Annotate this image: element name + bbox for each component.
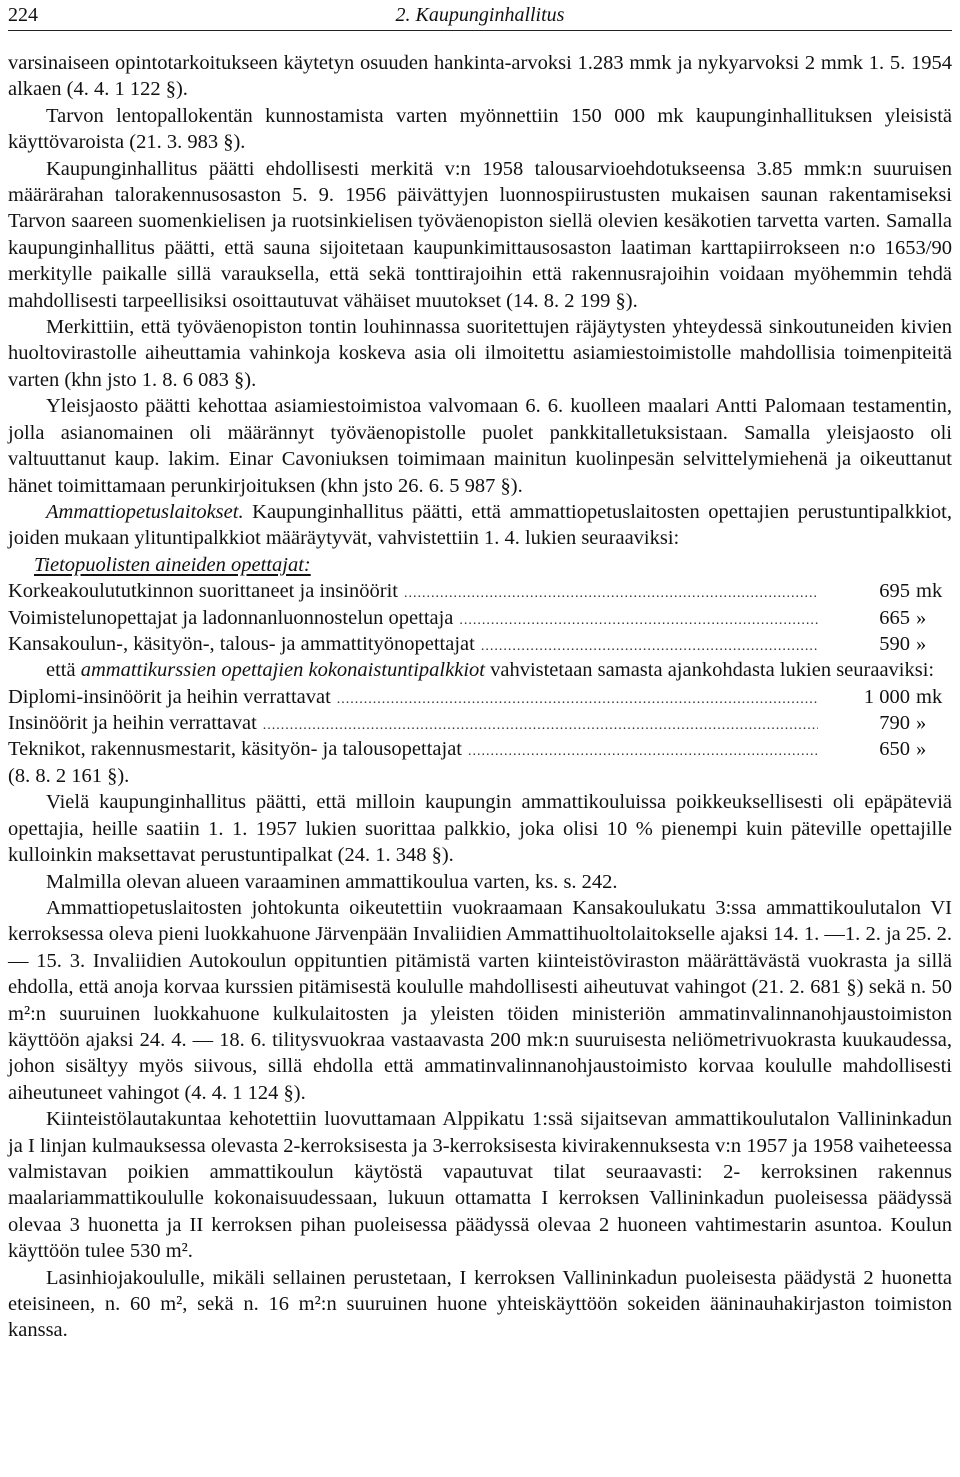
salary-unit: »: [916, 606, 927, 629]
salary-list-1: [8, 578, 952, 657]
paragraph: Kiinteistölautakuntaa kehotettiin luovuttamaan Alppikatu 1:ssä sijaitsevan ammattikoulutalon Vallininkadun ja I linjan kulmauksessa olevasta 2-kerroksisesta ja 3-kerroksisesta kivirakennuksesta v:n 1957 ja 1958 vaiheteessa valmistavan poikien ammattikoulun käytöstä vapautuvat tilat seuraavasti: 2- kerroksinen rakennus maalariammattikoululle kokonaisuudessaan, lukuun ottamatta I kerroksen Vallininkadun puoleisessa päädyssä olevaa 3 huonetta ja II kerroksen pihan puoleisessa päädyssä olevaa 2 huoneen vahtimestarin asuntoa. Koulun käyttöön tulee 530 m².: [8, 1108, 952, 1263]
section-heading: Ammattiopetuslaitokset.: [46, 500, 244, 523]
paragraph: Tarvon lentopallokentän kunnostamista varten myönnettiin 150 000 mk kaupunginhallituksen yleisistä käyttövaroista (21. 3. 983 §).: [8, 104, 952, 154]
page-number: 224: [8, 4, 38, 26]
paragraph-text: Kaupunginhallitus päätti, että ammattiopetuslaitosten opettajien perustuntipalkkiot, joiden mukaan ylituntipalkkiot määräytyvät, vahvistettiin 1. 4. lukien seuraaviksi:: [8, 500, 952, 550]
leader-dots: [468, 739, 818, 765]
salary-unit: »: [916, 632, 927, 655]
salary-amount: 1 000: [863, 685, 910, 708]
subheading: Tietopuolisten aineiden opettajat:: [34, 553, 311, 576]
salary-unit: mk: [916, 685, 943, 708]
salary-amount: 650: [879, 738, 910, 761]
salary-amount: 695: [879, 580, 910, 603]
salary-label: Korkeakoulututkinnon suorittaneet ja insinöörit: [8, 580, 399, 603]
paragraph-kurssit: että ammattikurssien opettajien kokonaistuntipalkkiot vahvistetaan samasta ajankohdasta lukien seuraaviksi:: [46, 659, 935, 682]
salary-label: Insinöörit ja heihin verrattavat: [8, 712, 257, 735]
paragraph: Vielä kaupunginhallitus päätti, että milloin kaupungin ammattikouluissa poikkeuksellisesti oli epäpäteviä opettajia, heille saatiin 1. 1. 1957 lukien suorittaa palkkio, joka olisi 10 % pienempi kuin päteville opettajille kulloinkin maksettavat perustuntipalkat (24. 1. 348 §).: [8, 791, 952, 867]
leader-dots: [337, 687, 818, 713]
section-title: 2. Kaupunginhallitus: [395, 4, 565, 26]
salary-row: [8, 631, 952, 657]
paragraph: varsinaiseen opintotarkoitukseen käytetyn osuuden hankinta-arvoksi 1.283 mmk ja nykyarvoksi 2 mmk 1. 5. 1954 alkaen (4. 4. 1 122 §).: [8, 52, 952, 101]
salary-unit: »: [916, 738, 927, 761]
salary-amount: 590: [879, 632, 910, 655]
salary-label: Voimistelunopettajat ja ladonnanluonnostelun opettaja: [8, 606, 454, 629]
salary-label: Diplomi-insinöörit ja heihin verrattavat: [8, 685, 331, 708]
salary-row: [8, 736, 952, 762]
page-header: [8, 0, 952, 31]
salary-list-2: [8, 684, 952, 763]
reference: (8. 8. 2 161 §).: [8, 764, 130, 787]
salary-row: [8, 605, 952, 631]
paragraph: Malmilla olevan alueen varaaminen ammattikoulua varten, ks. s. 242.: [46, 870, 618, 893]
salary-unit: mk: [916, 580, 943, 603]
salary-row: [8, 710, 952, 736]
salary-label: Kansakoulun-, käsityön-, talous- ja ammattityönopettajat: [8, 632, 475, 655]
leader-dots: [459, 608, 818, 634]
salary-row: [8, 578, 952, 604]
salary-unit: »: [916, 712, 927, 735]
paragraph-ammattiopetus: [8, 499, 952, 552]
paragraph: Yleisjaosto päätti kehottaa asiamiestoimistoa valvomaan 6. 6. kuolleen maalari Antti Palomaan testamentin, jolla asianomainen oli määrännyt työväenopistolle puolet pankkitalletuksistaan. Samalla yleisjaosto oli valtuuttanut kaup. lakim. Einar Cavoniuksen toimimaan mainitun kuolinpesän selvittelymiehenä ja oikeuttanut hänet toimittamaan perunkirjoituksen (khn jsto 26. 6. 5 987 §).: [8, 395, 952, 497]
paragraph: Merkittiin, että työväenopiston tontin louhinnassa suoritettujen räjäytysten yhteydessä sinkoutuneiden kivien huoltovirastolle aiheuttamia vahinkoja koskeva asia oli ilmoitettu asiamiestoimistolle mahdollisia toimenpiteitä varten (khn jsto 1. 8. 6 083 §).: [8, 316, 952, 391]
paragraph: Kaupunginhallitus päätti ehdollisesti merkitä v:n 1958 talousarvioehdotukseensa 3.85 mmk:n suuruisen määrärahan talorakennusosaston 5. 9. 1956 päivättyjen luonnospiirustusten mukaisen saunan rakentamiseksi Tarvon saareen suomenkielisen ja ruotsinkielisen työväenopiston siellä olevien kesäkotien tarvetta varten. Samalla kaupunginhallitus päätti, että sauna sijoitetaan kaupunkimittausosaston laatiman karttapiirrokseen n:o 1653/90 merkitylle paikalle sillä varauksella, että sekä tonttirajoihin että rakennusrajoihin voidaan myöhemmin tehdä mahdollisesti tarpeellisiksi osoittautuvat vähäiset muutokset (14. 8. 2 199 §).: [8, 157, 952, 312]
page-body: [8, 50, 952, 1344]
italic-phrase: ammattikurssien opettajien kokonaistuntipalkkiot: [80, 659, 485, 682]
leader-dots: [404, 581, 818, 607]
salary-amount: 790: [879, 712, 910, 735]
salary-row: [8, 684, 952, 710]
paragraph: Ammattiopetuslaitosten johtokunta oikeutettiin vuokraamaan Kansakoulukatu 3:ssa ammattikoulutalon VI kerroksessa oleva pieni luokkahuone Järvenpään Invaliidien Ammattihuoltolaitokselle ajaksi 14. 1. —1. 2. ja 25. 2. — 15. 3. Invaliidien Autokoulun oppituntien pitämistä varten kiinteistöviraston määrättävästä vuokrasta ja sillä ehdolla, että anoja korvaa kurssien pitämisestä koululle mahdollisesti aiheutuvat vahingot (21. 2. 681 §) sekä n. 50 m²:n suuruinen luokkahuone kulkulaitosten ja yleisten töiden ministeriön ammatinvalinnanohjaustoimiston käyttöön ajaksi 24. 4. — 18. 6. tilitysvuokraa vastaavasta 200 mk:n suuruisesta neliömetrivuokrasta kuukaudessa, johon sisältyy myös siivous, sillä ehdolla että ammatinvalinnanohjaustoimisto korvaa koululle mahdollisesti aiheutuneet vahingot (4. 4. 1 124 §).: [8, 896, 952, 1104]
paragraph: Lasinhiojakoululle, mikäli sellainen perustetaan, I kerroksen Vallininkadun puoleisesta päädystä 2 huonetta eteisineen, n. 60 m², sekä n. 16 m²:n suuruinen huone yhteiskäyttöön sokeiden ääninauhakirjaston toimiston kanssa.: [8, 1266, 952, 1342]
salary-label: Teknikot, rakennusmestarit, käsityön- ja talousopettajat: [8, 738, 463, 761]
salary-amount: 665: [879, 606, 910, 629]
